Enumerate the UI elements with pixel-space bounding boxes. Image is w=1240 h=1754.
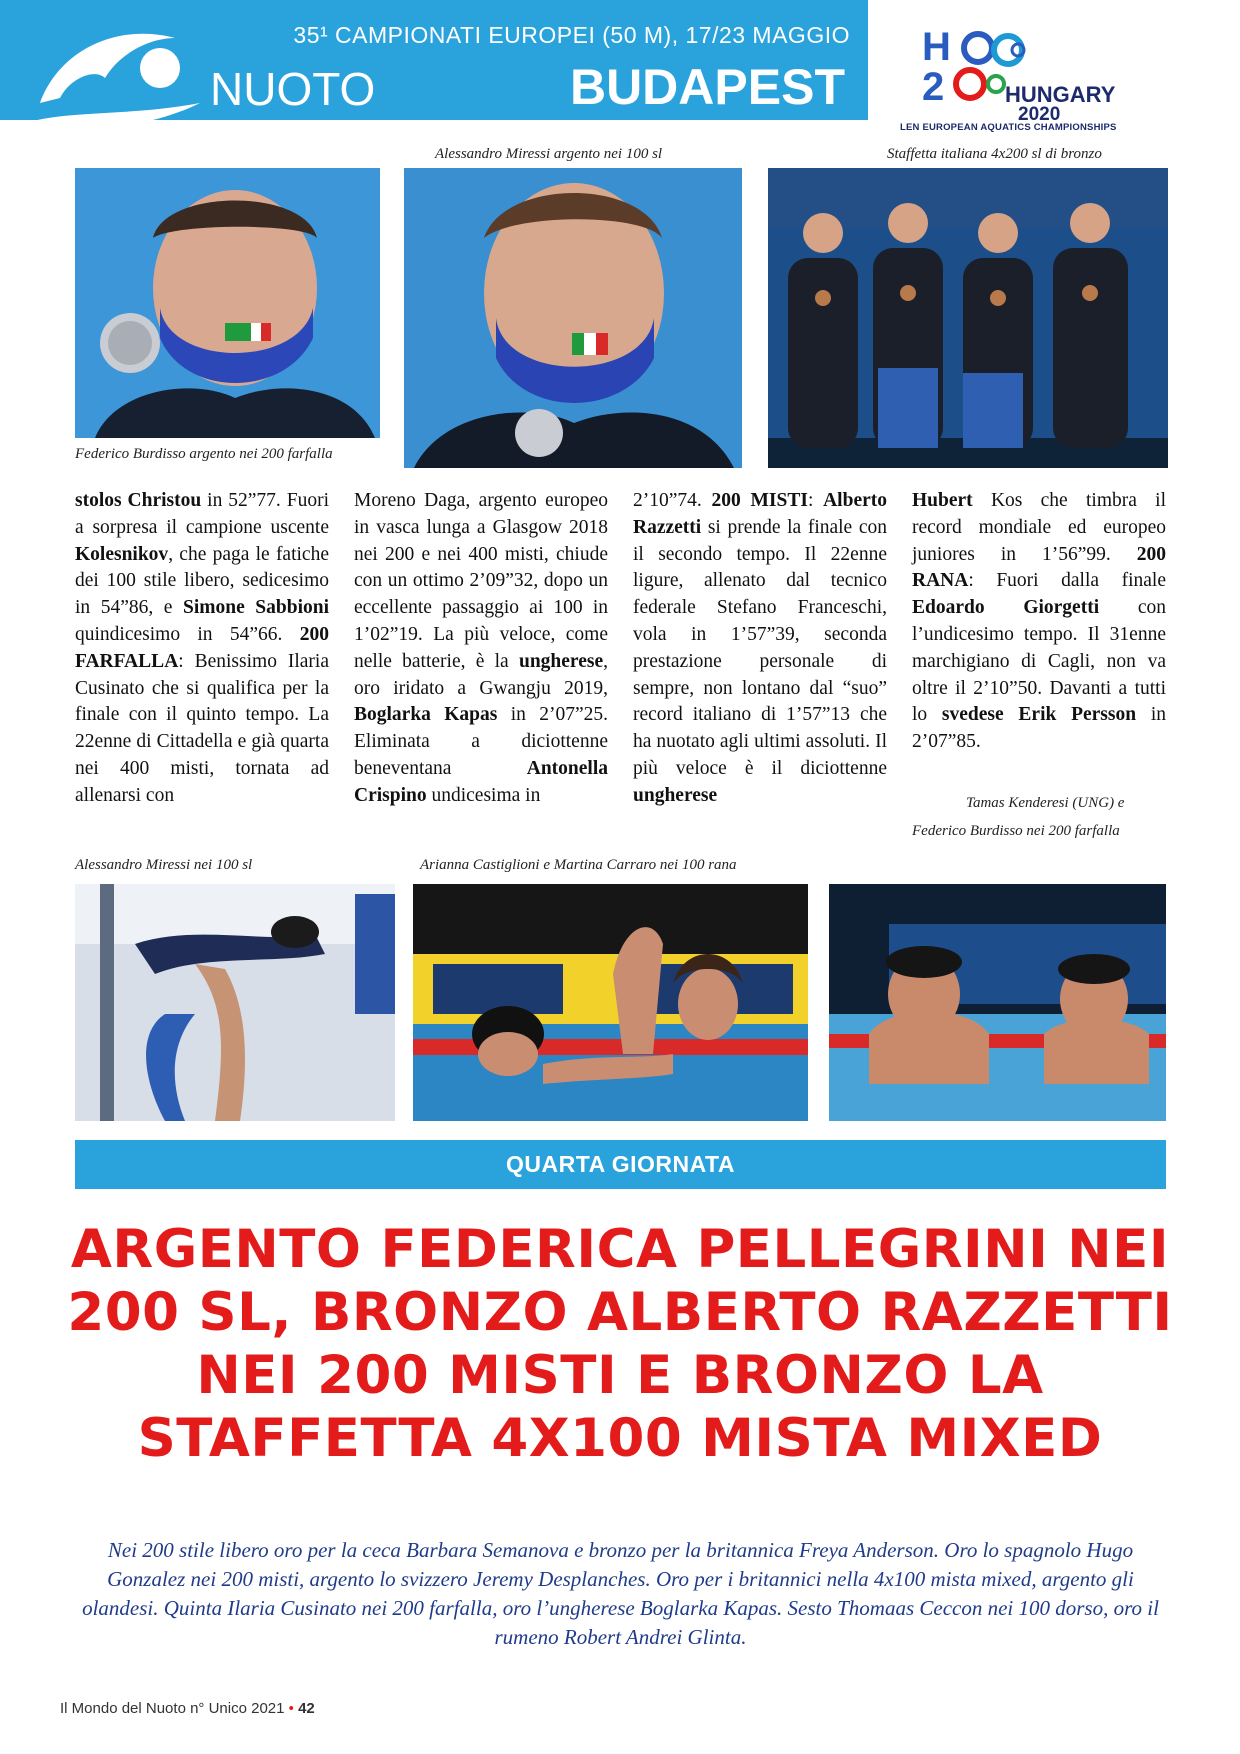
article-bold-text: Edoardo Giorgetti (912, 597, 1100, 619)
swimmer-logo-icon (0, 8, 220, 178)
article-bold-text: Simone Sabbioni (182, 597, 329, 619)
article-text: : Fuori dalla finale (968, 570, 1166, 592)
article-text: , oro iridato a Gwangju 2019, (354, 650, 608, 699)
article-bold-text: Kolesnikov (75, 543, 169, 565)
caption-kenderesi-line1: Tamas Kenderesi (UNG) e (966, 795, 1125, 811)
article-bold-text: stolos Christou (75, 490, 202, 511)
article-column-3 (633, 488, 887, 810)
caption-miressi-silver: Alessandro Miressi argento nei 100 sl (435, 146, 663, 162)
photo-relay-bronze (768, 168, 1168, 468)
svg-text:2: 2 (922, 65, 945, 109)
article-bold-text: svedese Erik Persson (941, 704, 1137, 726)
article-text: in 2’07”25. Eliminata a diciottenne beneventana (354, 704, 608, 779)
article-column-4 (912, 488, 1166, 756)
caption-kenderesi-line2: Federico Burdisso nei 200 farfalla (912, 823, 1120, 839)
article-text: quindicesimo in 54”66. (75, 623, 300, 645)
photo-kenderesi-burdisso (829, 884, 1166, 1121)
caption-miressi-dive: Alessandro Miressi nei 100 sl (75, 857, 253, 873)
article-text: si prende la finale con il secondo tempo. Il 22enne ligure, allenato dal tecnico federale Stefano Franceschi, vola in 1’57”39, seconda prestazione personale di sempre, non lontano dal “suo” record italiano di 1’57”13 che ha nuotato agli ultimi assoluti. Il più veloce è il diciottenne (633, 516, 887, 779)
header-city: BUDAPEST (569, 59, 845, 115)
article-text: undicesima in (426, 784, 541, 806)
photo-castiglioni-carraro (413, 884, 808, 1121)
footer-separator: • (288, 1700, 294, 1717)
article-bold-text: Boglarka Kapas (354, 704, 498, 726)
article-bold-text: 200 MISTI (711, 490, 808, 511)
event-logo (900, 20, 1200, 133)
article-text: 2’10”74. (633, 490, 712, 511)
article-bold-text: 200 RANA (912, 543, 1166, 592)
article-text: Kos che timbra il record mondiale ed europeo juniores in 1’56”99. (912, 490, 1166, 565)
event-logo-country: HUNGARY (1005, 82, 1116, 107)
article-text: : (807, 490, 824, 511)
article-text: , che paga le fatiche dei 100 stile libero, sedicesimo in 54”86, e (75, 543, 329, 619)
article-bold-text: ungherese (518, 650, 604, 672)
caption-relay-bronze: Staffetta italiana 4x200 sl di bronzo (887, 146, 1102, 162)
photo-miressi-dive (75, 884, 395, 1121)
article-text: con l’undicesimo tempo. Il 31enne marchigiano di Cagli, non va oltre il 2’10”50. Davanti a tutti lo (912, 597, 1166, 726)
article-text: in 2’07”85. (912, 704, 1166, 753)
footer (60, 1700, 315, 1717)
header-subtitle: 35¹ CAMPIONATI EUROPEI (50 M), 17/23 MAGGIO (293, 22, 850, 48)
article-bold-text: 200 FARFALLA (75, 623, 329, 672)
event-logo-name: LEN EUROPEAN AQUATICS CHAMPIONSHIPS (900, 122, 1117, 133)
article-text: in 52”77. Fuori a sorpresa il campione uscente (75, 490, 329, 538)
photo-miressi-silver (404, 168, 742, 468)
lead-paragraph: Nei 200 stile libero oro per la ceca Barbara Semanova e bronzo per la britannica Freya Anderson. Oro lo spagnolo Hugo Gonzalez nei 200 misti, argento lo svizzero Jeremy Desplanches. Oro per i britannici nella 4x100 mista mixed, argento gli olandesi. Quinta Ilaria Cusinato nei 200 farfalla, oro l’ungherese Boglarka Kapas. Sesto Thomaas Ceccon nei 100 dorso, oro il rumeno Robert Andrei Glintа. (82, 1538, 1159, 1649)
svg-text:H: H (922, 25, 951, 69)
footer-publication: Il Mondo del Nuoto n° Unico 2021 (60, 1700, 285, 1717)
article-bold-text: Alberto Razzetti (633, 490, 887, 538)
article-bold-text: Antonella Crispino (354, 757, 608, 806)
article-column-1 (75, 488, 329, 810)
article-bold-text: Hubert (912, 490, 973, 511)
article-bold-text: ungherese (633, 784, 718, 806)
section-label: QUARTA GIORNATA (506, 1151, 735, 1177)
section-bar (75, 1140, 1166, 1189)
headline: ARGENTO FEDERICA PELLEGRINI NEI 200 SL, BRONZO ALBERTO RAZZETTI NEI 200 MISTI E BRONZO LA STAFFETTA 4X100 MISTA MIXED (67, 1219, 1173, 1469)
event-logo-year: 2020 (1018, 104, 1061, 125)
article-text: Moreno Daga, argento europeo in vasca lunga a Glasgow 2018 nei 200 e nei 400 misti, chiude con un ottimo 2’09”32, dopo un eccellente passaggio ai 100 in 1’02”19. La più veloce, come nelle batterie, è la (354, 490, 608, 672)
photo-burdisso-silver (75, 168, 380, 438)
header-section: NUOTO (210, 63, 376, 115)
footer-page-number: 42 (298, 1700, 315, 1717)
article-column-2 (354, 488, 608, 810)
caption-burdisso: Federico Burdisso argento nei 200 farfalla (75, 446, 333, 462)
article-text: : Benissimo Ilaria Cusinato che si qualifica per la finale con il quinto tempo. La 22enne di Cittadella e già quarta nei 400 misti, tornata ad allenarsi con (75, 650, 329, 806)
caption-castiglioni: Arianna Castiglioni e Martina Carraro nei 100 rana (420, 857, 737, 873)
